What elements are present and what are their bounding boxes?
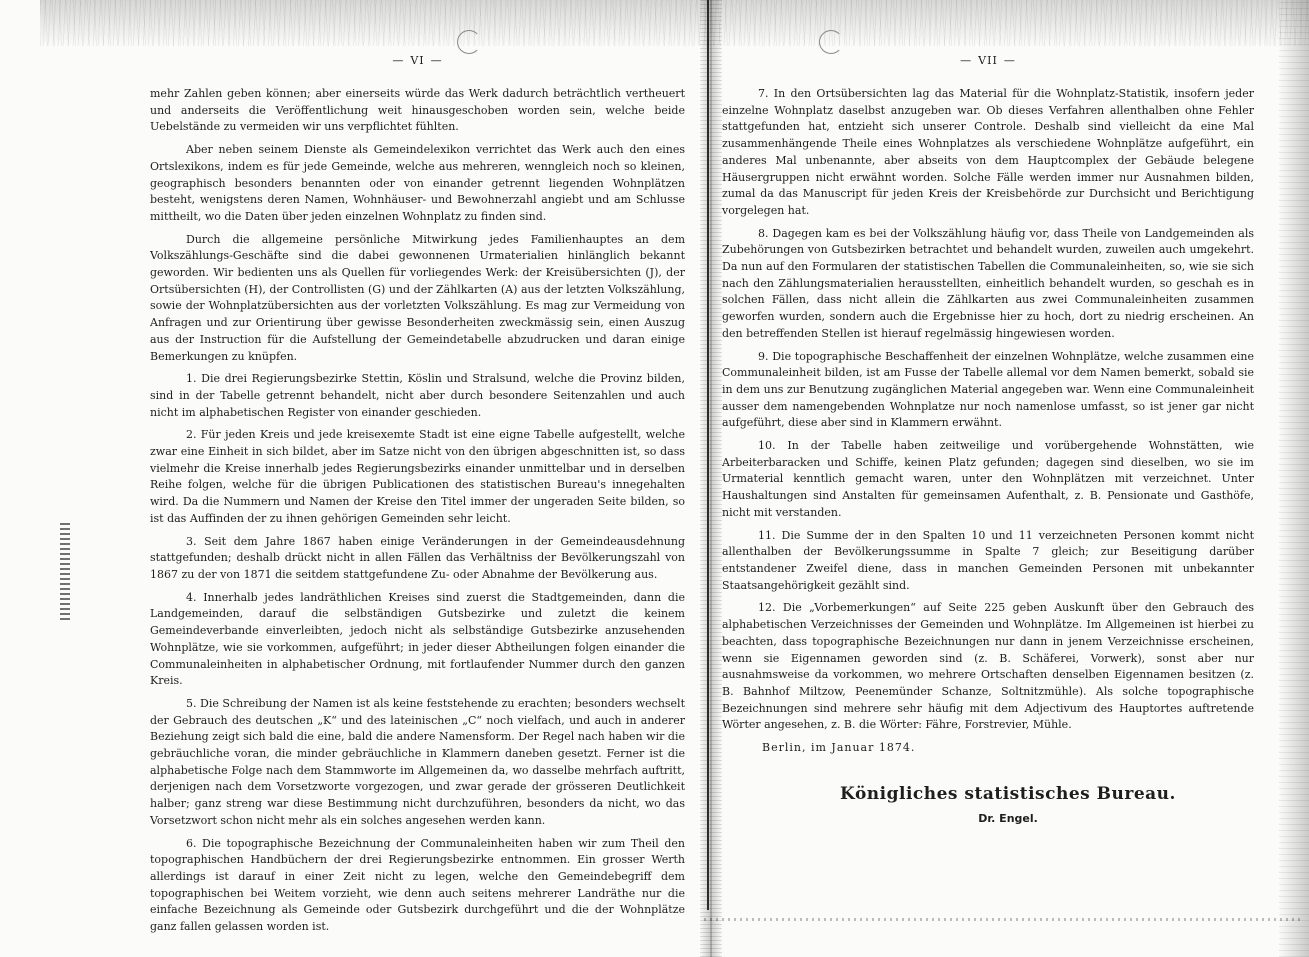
signature-place-date: Berlin, im Januar 1874.	[762, 741, 916, 755]
book-gutter	[700, 0, 722, 957]
left-page	[150, 52, 685, 942]
paragraph: 7. In den Ortsübersichten lag das Material für die Wohnplatz-Statistik, insofern jeder einzelne Wohnplatz daselbst anzugeben war. Ob dieses Verfahren allenthalben ohne Fehler stattgefunden hat, entzieht sich unserer Controle. Deshalb sind vielleicht da eine Mal zusammenhängende Theile eines Wohnplatzes als verschiedene Wohnplätze aufgeführt, ein anderes Mal unbenannte, aber abseits von dem Hauptcomplex der Gebäude belegene Häusergruppen nicht erwähnt worden. Solche Fälle werden immer nur Ausnahmen bilden, zumal da das Manuscript für jeden Kreis der Kreisbehörde zur Durchsicht und Berichtigung vorgelegen hat.	[722, 87, 1254, 217]
paragraph: 2. Für jeden Kreis und jede kreisexemte Stadt ist eine eigne Tabelle aufgestellt, welche zwar eine Einheit in sich bildet, aber im Satze nicht von den übrigen abgeschnitten ist, so dass vielmehr die Kreise innerhalb jedes Regierungsbezirks einander unmittelbar und in derselben Reihe folgen, welche für die übrigen Publicationen des statistischen Bureau's innegehalten wird. Da die Nummern und Namen der Kreise den Titel immer der ungeraden Seite bilden, so ist das Auffinden der zu ihnen gehörigen Gemeinden sehr leicht.	[150, 428, 685, 525]
paragraph: 4. Innerhalb jedes landräthlichen Kreises sind zuerst die Stadtgemeinden, dann die Landgemeinden, darauf die selbständigen Gutsbezirke und zuletzt die keinem Gemeindeverbande einverleibten, jedoch nicht als selbständige Gutsbezirke anzusehenden Wohnplätze, wie sie vorkommen, aufgeführt; in jeder dieser Abtheilungen folgen einander die Communaleinheiten in alphabetischer Ordnung, mit fortlaufender Nummer durch den ganzen Kreis.	[150, 590, 685, 688]
paragraph: 3. Seit dem Jahre 1867 haben einige Veränderungen in der Gemeindeausdehnung stattgefunden; deshalb drückt nicht in allen Fällen das Verhältniss der Bevölkerungszahl von 1867 zu der von 1871 die seitdem stattgefundene Zu- oder Abnahme der Bevölkerung aus.	[150, 534, 685, 581]
right-page	[722, 52, 1254, 825]
page-number: — VI —	[150, 52, 685, 70]
binding-hole-left	[457, 30, 481, 54]
paragraph: 9. Die topographische Beschaffenheit der einzelnen Wohnplätze, welche zusammen eine Communaleinheit bilden, ist am Fusse der Tabelle allemal vor dem Namen bemerkt, sobald sie in dem uns zur Benutzung zugänglichen Material angegeben war. Wenn eine Communaleinheit ausser dem namengebenden Wohnplatze nur noch namenlose umfasst, so ist jener gar nicht aufgeführt, diese aber sind in Klammern erwähnt.	[722, 349, 1254, 430]
paragraph: 12. Die „Vorbemerkungen“ auf Seite 225 geben Auskunft über den Gebrauch des alphabetischen Verzeichnisses der Gemeinden und Wohnplätze. Im Allgemeinen ist hierbei zu beachten, dass topographische Bezeichnungen nur dann in jenem Verzeichnisse erscheinen, wenn sie Eigennamen geworden sind (z. B. Schäferei, Vorwerk), sonst aber nur ausnahmsweise da vorkommen, wo mehrere Ortschaften denselben Eigennamen besitzen (z. B. Bahnhof Miltzow, Peenemünder Schanze, Soltnitzmühle). Als solche topographische Bezeichnungen sind mehrere sehr häufig mit dem Adjectivum des Hauptortes auftretende Wörter angesehen, z. B. die Wörter: Fähre, Forstrevier, Mühle.	[722, 601, 1254, 732]
scan-shadow-top	[40, 0, 1309, 46]
paragraph: Aber neben seinem Dienste als Gemeindelexikon verrichtet das Werk auch den eines Ortslexikons, indem es für jede Gemeinde, welche aus mehreren, wenngleich noch so kleinen, geographisch besonders benannten oder von einander getrennt liegenden Wohnplätzen besteht, wenigstens deren Namen, Wohnhäuser- und Bewohnerzahl angiebt und am Schlusse mittheilt, wo die Daten über jeden einzelnen Wohnplatz zu finden sind.	[150, 143, 685, 223]
paragraph: 5. Die Schreibung der Namen ist als keine feststehende zu erachten; besonders wechselt der Gebrauch des deutschen „K“ und des lateinischen „C“ noch vielfach, und auch in anderer Beziehung zeigt sich bald die eine, bald die andere Namensform. Der Regel nach haben wir die gebräuchliche voran, die minder gebräuchliche in Klammern daneben gesetzt. Ferner ist die alphabetische Folge nach dem Stammworte im Allgemeinen da, wo dasselbe mehrfach auftritt, derjenigen nach dem Vorsetzworte vorgezogen, und zwar gerade der grösseren Deutlichkeit halber; ganz streng war diese Bestimmung nicht durchzuführen, besonders da nicht, wo das Vorsetzwort schon nicht mehr als ein solches angesehen werden kann.	[150, 696, 685, 827]
binding-hole-right	[819, 30, 843, 54]
page-number: — VII —	[722, 52, 1254, 70]
paragraph: 11. Die Summe der in den Spalten 10 und 11 verzeichneten Personen kommt nicht allenthalben der Bevölkerungssumme in Spalte 7 gleich; zur Beseitigung darüber entstandener Zweifel diene, dass in manchen Gemeinden Personen mit unbekannter Staatsangehörigkeit gezählt sind.	[722, 528, 1254, 592]
paragraph: Durch die allgemeine persönliche Mitwirkung jedes Familienhauptes an dem Volkszählungs-Geschäfte sind die dabei gewonnenen Urmaterialien hinlänglich bekannt geworden. Wir bedienten uns als Quellen für vorliegendes Werk: der Kreisübersichten (J), der Ortsübersichten (H), der Controllisten (G) und der Zählkarten (A) aus der letzten Volkszählung, sowie der Wohnplatzübersichten aus der vorletzten Volkszählung. Es mag zur Vermeidung von Anfragen und zur Orientirung über gewisse Besonderheiten zweckmässig sein, einen Auszug aus der Instruction für die Aufstellung der Gemeindetabelle abzudrucken und daran einige Bemerkungen zu knüpfen.	[150, 232, 685, 363]
gutter-line	[707, 0, 709, 910]
signature-name: Dr. Engel.	[978, 812, 1038, 826]
page-bottom-edge	[704, 918, 1304, 921]
scan-shadow-right	[1279, 0, 1309, 957]
paragraph: mehr Zahlen geben können; aber einerseits würde das Werk dadurch beträchtlich vertheuert und anderseits die Veröffentlichung weit hinausgeschoben worden sein, welche beide Uebelstände zu vermeiden wir uns verpflichtet fühlten.	[150, 87, 685, 134]
paragraph: 1. Die drei Regierungsbezirke Stettin, Köslin und Stralsund, welche die Provinz bilden, sind in der Tabelle getrennt behandelt, nicht aber durch besondere Seitenzahlen und auch nicht im alphabetischen Register von einander geschieden.	[150, 372, 685, 419]
signature-office: Königliches statistisches Bureau.	[840, 784, 1176, 805]
scan-mark-left	[60, 520, 70, 620]
paragraph: 10. In der Tabelle haben zeitweilige und vorübergehende Wohnstätten, wie Arbeiterbaracken und Schiffe, keinen Platz gefunden; dagegen sind dieselben, wo sie im Urmaterial kenntlich gemacht waren, unter den Wohnplätzen mit verzeichnet. Unter Haushaltungen sind Anstalten für gemeinsamen Aufenthalt, z. B. Pensionate und Gasthöfe, nicht mit verstanden.	[722, 439, 1254, 519]
paragraph: 8. Dagegen kam es bei der Volkszählung häufig vor, dass Theile von Landgemeinden als Zubehörungen von Gutsbezirken betrachtet und behandelt wurden, zuweilen auch umgekehrt. Da nun auf den Formularen der statistischen Tabellen die Communaleinheiten, so, wie sie sich nach den Zählungsmaterialien herausstellten, einheitlich behandelt wurden, so geschah es in solchen Fällen, dass nicht allein die Zählkarten aus zwei Communaleinheiten zusammen geworfen wurden, sondern auch die Ergebnisse hier zu hoch, dort zu niedrig erscheinen. An den betreffenden Stellen ist hierauf regelmässig hingewiesen worden.	[722, 226, 1254, 340]
paragraph: 6. Die topographische Bezeichnung der Communaleinheiten haben wir zum Theil den topographischen Handbüchern der drei Regierungsbezirke entnommen. Ein grosser Werth allerdings ist darauf in einer Zeit nicht zu legen, welche den Gemeindebegriff dem topographischen bei Weitem vorzieht, wie denn auch seitens mehrerer Landräthe nur die einfache Bezeichnung als Gemeinde oder Gutsbezirk durchgeführt und die der Wohnplätze ganz fallen gelassen worden ist.	[150, 836, 685, 934]
